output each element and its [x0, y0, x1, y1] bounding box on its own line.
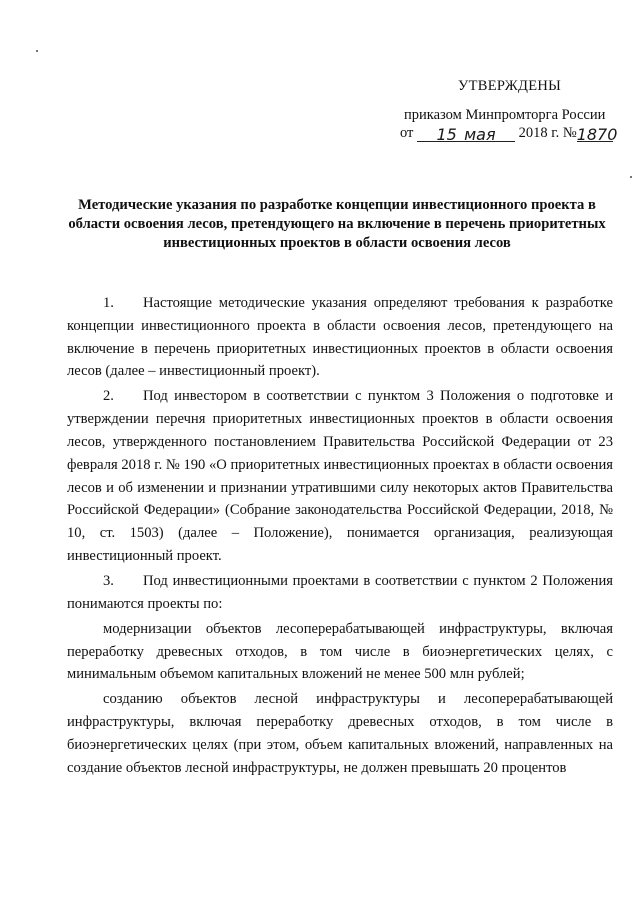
scan-speck [630, 176, 632, 178]
date-prefix: от [400, 125, 414, 141]
paragraph-text: Под инвестором в соответствии с пунктом 3 Положения о подготовке и утверждении перечня приоритетных инвестиционных проектов в области освоения лесов, утвержденного постановлением Правительства Российской Федерации от 23 февраля 2018 г. № 190 «О приоритетных инвестиционных проектах в области освоения лесов и об изменении и признании утратившими силу некоторых актов Правительства Российской Федерации» (Собрание законодательства Российской Федерации, 2018, № 10, ст. 1503) (далее – Положение), понимается организация, реализующая инвестиционный проект. [67, 388, 613, 564]
paragraph-2 [67, 385, 613, 567]
scan-speck [36, 50, 38, 52]
paragraph-text: Под инвестиционными проектами в соответствии с пунктом 2 Положения понимаются проекты по: [67, 572, 613, 612]
year-text: 2018 г. № [518, 125, 577, 141]
paragraph-number: 2. [103, 388, 114, 405]
date-blank [417, 125, 515, 142]
handwritten-day: 15 [436, 125, 457, 144]
approval-date-line [400, 125, 618, 144]
paragraph-1 [67, 292, 613, 383]
paragraph-text: модернизации объектов лесоперерабатывающей инфраструктуры, включая переработку древесных отходов, в том числе в биоэнергетических целях, с минимальным объемом капитальных вложений не менее 500 млн рублей; [67, 620, 613, 683]
paragraph-number: 1. [103, 295, 114, 311]
handwritten-number: 1870 [576, 125, 618, 144]
approval-order-line: приказом Минпромторга России [404, 107, 606, 123]
paragraph-text: созданию объектов лесной инфраструктуры и лесоперерабатывающей инфраструктуры, включая переработку древесных отходов, в том числе в биоэнергетических целях (при этом, объем капитальных вложений, направленных на создание объектов лесной инфраструктуры, не должен превышать 20 процентов [67, 691, 613, 776]
list-item-creation [67, 688, 613, 779]
paragraph-3 [67, 570, 613, 616]
approval-heading: УТВЕРЖДЕНЫ [458, 78, 562, 94]
document-title: Методические указания по разработке концепции инвестиционного проекта в области освоения лесов, претендующего на включение в перечень приоритетных инвестиционных проектов в области освоения лесов [68, 197, 606, 251]
paragraph-number: 3. [103, 572, 114, 589]
list-item-modernization [67, 618, 613, 686]
document-body [67, 292, 613, 779]
number-blank [576, 125, 618, 144]
paragraph-text: Настоящие методические указания определяют требования к разработке концепции инвестиционного проекта в области освоения лесов, претендующего на включение в перечень приоритетных инвестиционных проектов в области освоения лесов (далее – инвестиционный проект). [67, 295, 613, 380]
handwritten-month: мая [464, 125, 496, 144]
